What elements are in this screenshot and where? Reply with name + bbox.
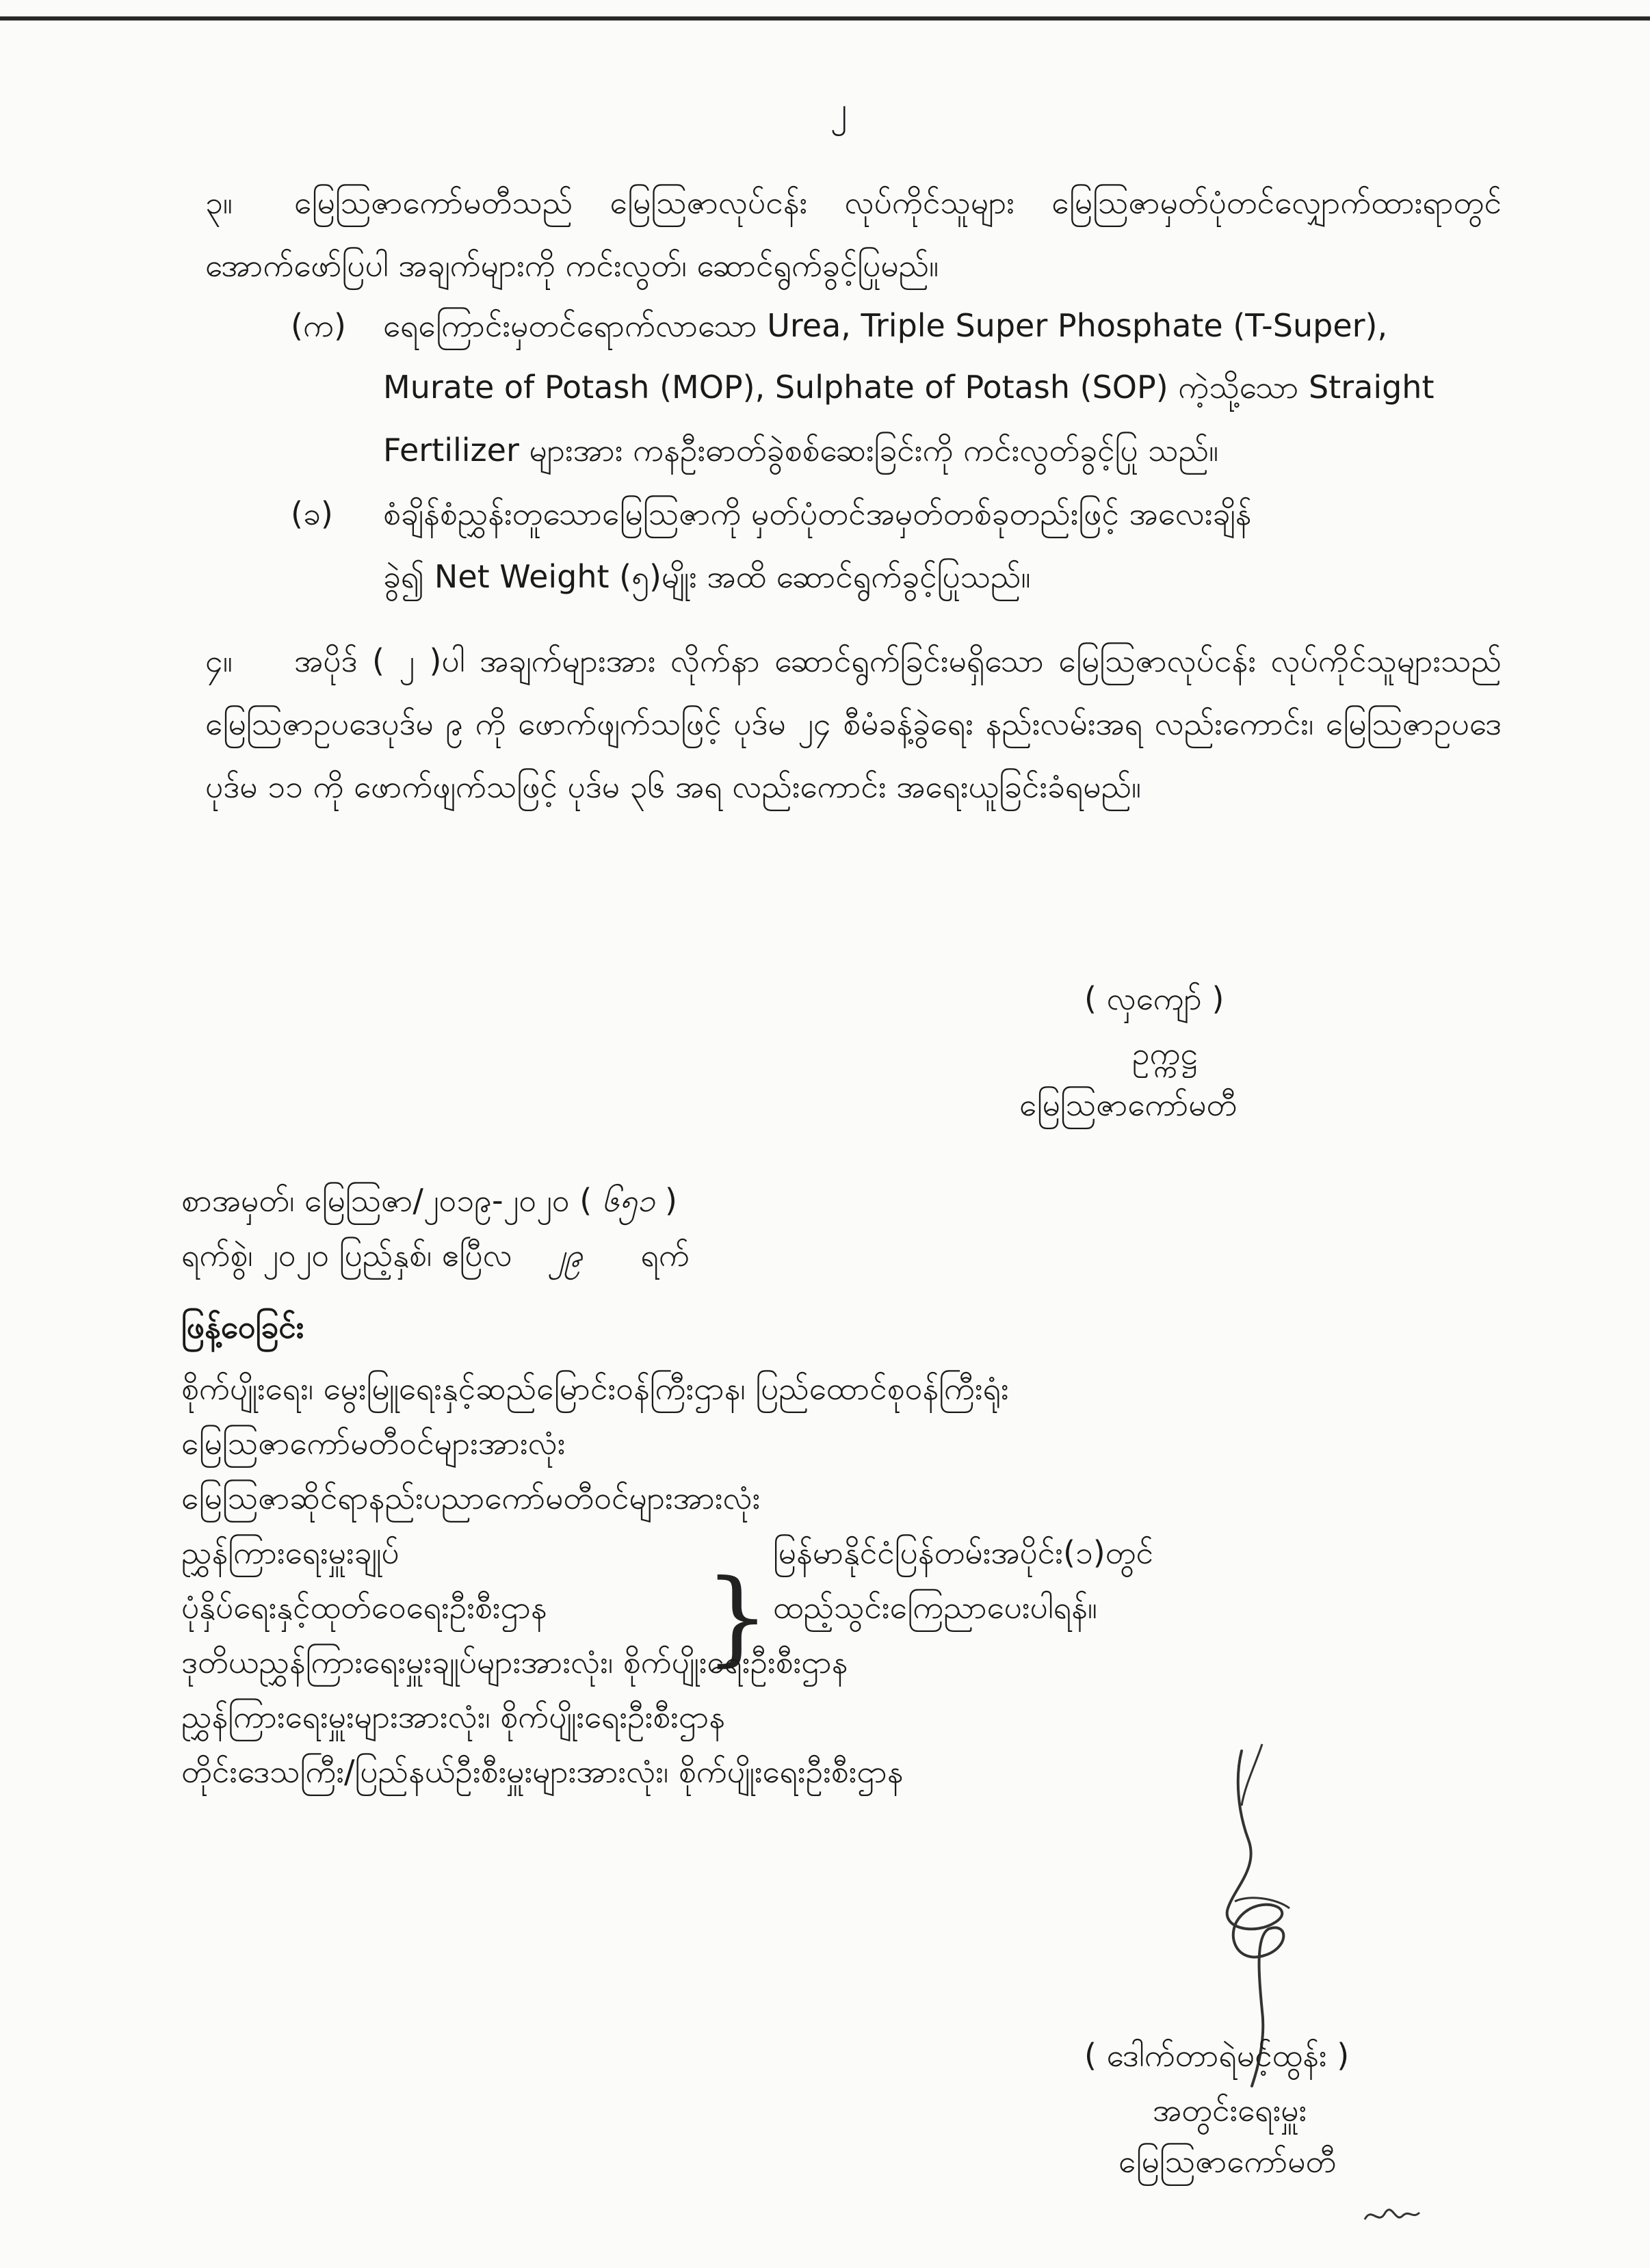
distribution-line-3: မြေသြဇာဆိုင်ရာနည်းပညာကော်မတီဝင်များအားလုံး <box>181 1479 761 1516</box>
para3-number: ၃။ <box>205 184 233 221</box>
para3-text: မြေသြဇာကော်မတီသည် မြေသြဇာလုပ်ငန်း လုပ်ကိုင်သူများ မြေသြဇာမှတ်ပုံတင်လျှောက်ထားရာတွင် အောက်ဖော်ပြပါ အချက်များကို ကင်းလွတ်၊ ဆောင်ရွက်ခွင့်ပြုမည်။ <box>205 184 1502 284</box>
distribution-line-4: ဒုတိယညွှန်ကြားရေးမှူးချုပ်များအားလုံး၊ စိုက်ပျိုးရေးဦးစီးဌာန <box>181 1644 848 1680</box>
date-label: ရက်စွဲ၊ ၂၀၂၀ ပြည့်နှစ်၊ ဧပြီလ <box>181 1237 512 1274</box>
initials-mark <box>1361 2199 1423 2233</box>
para4-number: ၄။ <box>205 642 233 679</box>
letter-number-handwritten: ၆၅၁ <box>601 1182 655 1219</box>
item-ka-label: (က) <box>291 307 346 344</box>
signer2-name: ( ဒေါက်တာရဲမင့်ထွန်း ) <box>1084 2037 1350 2074</box>
letter-number <box>181 1180 677 1221</box>
signer1-org: မြေသြဇာကော်မတီ <box>1019 1086 1238 1123</box>
letter-number-label: စာအမှတ်၊ မြေသြဇာ/၂၀၁၉-၂၀၂၀ ( <box>181 1182 592 1219</box>
signer2-org: မြေသြဇာကော်မတီ <box>1118 2143 1337 2180</box>
signer1-name: ( လှကျော် ) <box>1084 980 1225 1017</box>
signer2-title: အတွင်းရေးမှူး <box>1153 2092 1307 2128</box>
item-ka-line3: Fertilizer များအား ကနဦးဓာတ်ခွဲစစ်ဆေးခြင်းကို ကင်းလွတ်ခွင့်ပြု သည်။ <box>383 432 1219 469</box>
date-handwritten: ၂၉ <box>549 1237 583 1274</box>
brace-right-line-2: ထည့်သွင်းကြေညာပေးပါရန်။ <box>773 1589 1097 1626</box>
letter-number-close: ) <box>665 1182 677 1219</box>
distribution-line-2: မြေသြဇာကော်မတီဝင်များအားလုံး <box>181 1425 566 1462</box>
distribution-line-5: ညွှန်ကြားရေးမှူးများအားလုံး၊ စိုက်ပျိုးရေးဦးစီးဌာန <box>181 1698 726 1735</box>
brace-left-line-1: ညွှန်ကြားရေးမှူးချုပ် <box>181 1534 400 1571</box>
item-kha-line1: စံချိန်စံညွှန်းတူသောမြေသြဇာကို မှတ်ပုံတင်အမှတ်တစ်ခုတည်းဖြင့် အလေးချိန် <box>383 495 1252 532</box>
date-suffix: ရက် <box>640 1237 690 1274</box>
curly-brace: } <box>705 1558 770 1677</box>
distribution-heading: ဖြန့်ဝေခြင်း <box>181 1308 304 1345</box>
distribution-line-1: စိုက်ပျိုးရေး၊ မွေးမြူရေးနှင့်ဆည်မြောင်းဝန်ကြီးဌာန၊ ပြည်ထောင်စုဝန်ကြီးရုံး <box>181 1370 1009 1407</box>
distribution-line-6: တိုင်းဒေသကြီး/ပြည်နယ်ဦးစီးမှူးများအားလုံး၊ စိုက်ပျိုးရေးဦးစီးဌာန <box>181 1753 904 1790</box>
item-kha-label: (ခ) <box>291 495 333 532</box>
item-ka-line2: Murate of Potash (MOP), Sulphate of Potash (SOP) ကဲ့သို့သော Straight <box>383 369 1435 406</box>
para4-text: အပိုဒ် ( ၂ )ပါ အချက်များအား လိုက်နာ ဆောင်ရွက်ခြင်းမရှိသော မြေသြဇာလုပ်ငန်း လုပ်ကိုင်သူများသည် မြေသြဇာဥပဒေပုဒ်မ ၉ ကို ဖောက်ဖျက်သဖြင့် ပုဒ်မ ၂၄ စီမံခန့်ခွဲရေး နည်းလမ်းအရ လည်းကောင်း၊ မြေသြဇာဥပဒေပုဒ်မ ၁၁ ကို ဖောက်ဖျက်သဖြင့် ပုဒ်မ ၃၆ အရ လည်းကောင်း အရေးယူခြင်းခံရမည်။ <box>205 642 1502 805</box>
top-border-line <box>0 16 1650 21</box>
brace-left-line-2: ပုံနှိပ်ရေးနှင့်ထုတ်ဝေရေးဦးစီးဌာန <box>181 1589 547 1626</box>
item-kha-line2: ခွဲ၍ Net Weight (၅)မျိုး အထိ ဆောင်ရွက်ခွင့်ပြုသည်။ <box>383 558 1031 595</box>
page-number: ၂ <box>830 90 848 129</box>
letter-date <box>181 1235 690 1276</box>
item-ka-line1: ရေကြောင်းမှတင်ရောက်လာသော Urea, Triple Super Phosphate (T-Super), <box>383 307 1388 344</box>
signer1-title: ဥက္ကဋ္ဌ <box>1132 1035 1198 1072</box>
brace-right-line-1: မြန်မာနိုင်ငံပြန်တမ်းအပိုင်း(၁)တွင် <box>773 1534 1154 1571</box>
